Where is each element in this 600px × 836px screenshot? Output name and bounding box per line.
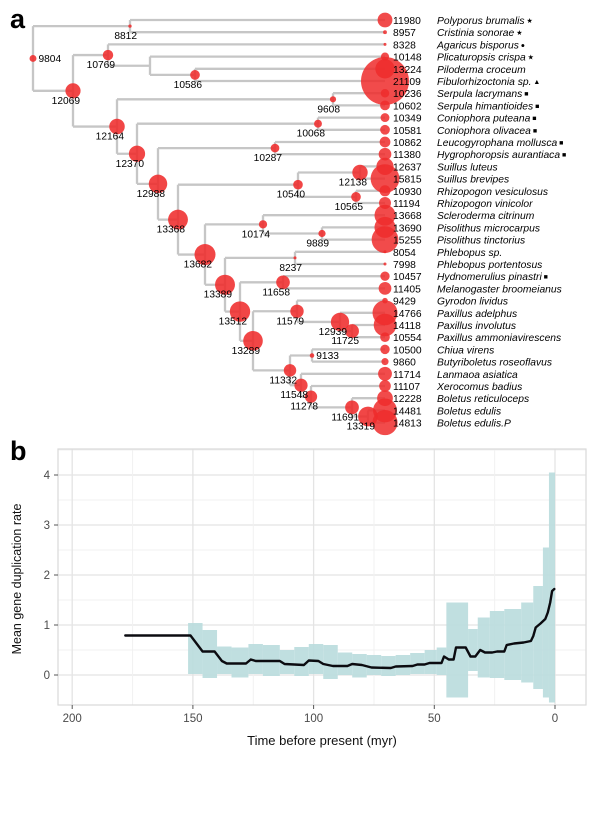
internal-node-label: 10586 xyxy=(173,79,202,91)
tip-gene-count: 15815 xyxy=(393,174,422,186)
internal-node-dot xyxy=(351,192,361,202)
ribbon-segment xyxy=(490,611,504,678)
tip-label xyxy=(393,284,562,295)
internal-node-label: 13682 xyxy=(183,259,212,271)
tip-label xyxy=(393,333,561,344)
tip-gene-count: 13668 xyxy=(393,211,422,223)
tip-label xyxy=(393,211,535,222)
tip-gene-count: 14118 xyxy=(393,321,421,332)
internal-node-label: 10287 xyxy=(253,153,282,165)
tip-gene-count: 14766 xyxy=(393,308,422,320)
tip-label xyxy=(393,297,508,308)
tip-gene-count: 8957 xyxy=(393,28,416,40)
tip-label xyxy=(393,248,502,259)
tip-label xyxy=(393,65,526,76)
tip-species-name: Lanmaoa asiatica xyxy=(437,369,518,381)
tip-label xyxy=(393,370,518,381)
tip-gene-count: 10862 xyxy=(393,138,422,149)
internal-node-dot xyxy=(103,50,113,60)
tip-label xyxy=(393,126,537,137)
y-tick-label: 0 xyxy=(43,670,50,682)
tip-gene-count-circle xyxy=(381,89,389,97)
internal-node-label: 11548 xyxy=(280,390,308,402)
tip-species-name: Melanogaster broomeianus xyxy=(437,284,562,296)
internal-node-label: 10769 xyxy=(86,60,115,72)
internal-node-label: 10540 xyxy=(276,189,305,201)
tip-species-name: Paxillus adelphus xyxy=(437,308,518,320)
tip-species-name: Leucogyrophana mollusca xyxy=(437,138,558,149)
tip-gene-count-circle xyxy=(379,380,391,392)
circle-marker-icon: ● xyxy=(518,42,526,50)
ribbon-segment xyxy=(533,586,543,689)
ribbon-segment xyxy=(217,647,231,675)
tree-branches xyxy=(33,20,385,423)
internal-node-label: 12988 xyxy=(136,188,165,200)
tip-gene-count: 10581 xyxy=(393,125,422,137)
internal-node-label: 13389 xyxy=(203,289,232,301)
tip-species-name: Hydnomerulius pinastri xyxy=(437,272,542,284)
tip-label xyxy=(393,16,533,27)
tip-gene-count-circle xyxy=(379,185,390,196)
tip-gene-count: 11380 xyxy=(393,150,421,162)
internal-node-label: 10174 xyxy=(241,229,270,241)
tip-label xyxy=(393,419,511,430)
internal-node-label: 9133 xyxy=(316,351,339,362)
tip-label xyxy=(393,236,525,247)
tip-gene-count: 10500 xyxy=(393,345,422,357)
tip-gene-count: 10148 xyxy=(393,52,422,64)
tip-species-name: Boletus reticuloceps xyxy=(437,394,530,406)
tip-gene-count-circle xyxy=(383,30,387,34)
tip-species-name: Pisolithus microcarpus xyxy=(437,223,541,235)
ribbon-segment xyxy=(309,644,323,674)
internal-node-dot xyxy=(128,24,131,27)
tip-gene-count: 13690 xyxy=(393,223,422,235)
tip-gene-count-circle xyxy=(380,125,390,135)
tip-label xyxy=(393,28,523,39)
tip-species-name: Scleroderma citrinum xyxy=(437,211,535,223)
internal-node-label: 11579 xyxy=(276,316,304,328)
tip-gene-count-circle xyxy=(380,100,390,110)
duplication-rate-chart-panel xyxy=(0,435,600,836)
tip-species-name: Boletus edulis xyxy=(437,406,502,418)
tip-label xyxy=(393,309,517,320)
internal-node-label: 11725 xyxy=(331,336,359,348)
tip-gene-count: 11714 xyxy=(393,369,421,381)
ribbon-segment xyxy=(323,645,337,679)
tip-species-name: Paxillus involutus xyxy=(437,321,516,332)
x-tick-label: 200 xyxy=(62,713,82,725)
tip-species-name: Pisolithus tinctorius xyxy=(437,235,526,247)
tip-label xyxy=(393,77,540,88)
tip-label xyxy=(393,394,529,405)
internal-node-label: 11658 xyxy=(262,287,290,299)
x-tick-label: 150 xyxy=(183,713,203,725)
tip-label xyxy=(393,101,539,112)
tip-gene-count: 14813 xyxy=(393,418,422,430)
tip-gene-count: 15255 xyxy=(393,235,422,247)
tip-label xyxy=(393,89,528,100)
square-marker-icon: ■ xyxy=(557,140,564,147)
tip-label xyxy=(393,138,563,149)
internal-node-label: 11691 xyxy=(331,412,359,424)
internal-node-label: 9804 xyxy=(38,53,62,65)
internal-node-dot xyxy=(294,256,297,259)
x-axis-title: Time before present (myr) xyxy=(247,733,397,748)
square-marker-icon: ■ xyxy=(541,274,548,282)
y-tick-label: 1 xyxy=(43,620,50,632)
star-marker-icon: ★ xyxy=(525,54,534,62)
internal-node-dot xyxy=(259,220,267,228)
tip-gene-count-circle xyxy=(378,367,392,381)
tip-gene-count: 10930 xyxy=(393,186,422,198)
square-marker-icon: ■ xyxy=(533,103,540,111)
tip-gene-count-circle xyxy=(384,43,387,46)
tip-species-name: Suillus luteus xyxy=(437,162,498,174)
ribbon-segment xyxy=(543,548,549,698)
tip-label xyxy=(393,199,533,210)
internal-node-label: 8237 xyxy=(279,262,302,274)
tip-species-name: Hygrophoropsis aurantiaca xyxy=(437,150,561,162)
ribbon-segment xyxy=(549,473,555,703)
tip-gene-count: 9429 xyxy=(393,296,416,308)
ribbon-segment xyxy=(468,629,478,671)
tip-species-name: Rhizopogon vinicolor xyxy=(437,199,533,210)
panel-a-letter: a xyxy=(10,4,26,34)
internal-node-label: 10068 xyxy=(296,128,325,140)
square-marker-icon: ■ xyxy=(560,152,567,160)
internal-node-label: 9608 xyxy=(317,104,340,116)
internal-node-dot xyxy=(314,120,322,128)
tip-species-name: Chiua virens xyxy=(437,345,495,357)
tip-species-name: Piloderma croceum xyxy=(437,64,526,76)
internal-node-label: 10565 xyxy=(334,201,363,213)
ribbon-segment xyxy=(367,655,381,675)
x-tick-label: 50 xyxy=(427,713,441,725)
tip-label xyxy=(393,406,501,417)
tip-gene-count: 10349 xyxy=(393,113,422,125)
ribbon-segment xyxy=(203,630,217,678)
tip-label xyxy=(393,187,548,198)
panel-b-letter: b xyxy=(10,436,27,466)
tip-label xyxy=(393,345,494,356)
tip-species-name: Suillus brevipes xyxy=(437,174,510,186)
tip-gene-count: 10602 xyxy=(393,101,422,113)
tip-gene-count: 7998 xyxy=(393,260,416,271)
tip-gene-count-circle xyxy=(384,263,387,266)
tip-species-name: Plicaturopsis crispa xyxy=(437,52,526,64)
tip-gene-count-circle xyxy=(381,113,390,122)
tip-gene-count: 11405 xyxy=(393,284,421,296)
tip-gene-count-circle xyxy=(381,358,388,365)
x-tick-label: 0 xyxy=(551,713,559,725)
tip-gene-count: 11107 xyxy=(393,382,421,393)
tip-gene-count: 8328 xyxy=(393,40,416,52)
tip-label xyxy=(393,53,534,64)
internal-node-label: 9889 xyxy=(306,238,329,250)
internal-node-dot xyxy=(30,55,37,62)
y-tick-label: 2 xyxy=(43,570,50,582)
tip-gene-count: 10457 xyxy=(393,272,422,284)
tip-gene-count: 12228 xyxy=(393,394,422,406)
internal-node-label: 11278 xyxy=(290,401,318,413)
tip-label xyxy=(393,150,566,161)
internal-node-label: 8812 xyxy=(114,31,137,43)
internal-node-label: 13368 xyxy=(156,224,185,236)
tip-gene-count: 12637 xyxy=(393,162,422,174)
tip-species-name: Boletus edulis.P xyxy=(437,418,511,430)
tip-species-name: Coniophora puteana xyxy=(437,113,531,125)
tip-label xyxy=(393,272,548,283)
tip-label xyxy=(393,358,552,369)
internal-node-dot xyxy=(318,230,325,237)
tip-gene-count-circle xyxy=(378,13,393,28)
star-marker-icon: ★ xyxy=(524,18,533,25)
square-marker-icon: ■ xyxy=(522,91,529,99)
tip-species-name: Polyporus brumalis xyxy=(437,16,525,27)
tip-gene-count: 13224 xyxy=(393,64,422,76)
tip-label xyxy=(393,321,516,332)
internal-node-label: 13512 xyxy=(218,316,247,328)
tip-gene-count: 14481 xyxy=(393,406,422,418)
tip-label xyxy=(393,114,537,125)
tip-gene-count-circle xyxy=(380,332,390,342)
tip-label xyxy=(393,382,522,393)
tip-label xyxy=(393,40,525,51)
triangle-marker-icon: ▲ xyxy=(531,79,541,86)
tip-label xyxy=(393,260,542,271)
internal-node-label: 13289 xyxy=(231,345,260,357)
internal-node-label: 12939 xyxy=(318,326,347,338)
internal-node-label: 12069 xyxy=(51,95,80,107)
tip-species-name: Serpula himantioides xyxy=(437,101,534,113)
tip-species-name: Rhizopogon vesiculosus xyxy=(437,186,549,198)
tip-gene-count-circle xyxy=(379,282,392,295)
tip-species-name: Phlebopus portentosus xyxy=(437,260,543,271)
tip-gene-count: 11194 xyxy=(393,199,421,210)
tip-species-name: Gyrodon lividus xyxy=(437,296,508,308)
tip-label xyxy=(393,162,498,173)
x-tick-label: 100 xyxy=(304,713,324,725)
tip-gene-count-circle xyxy=(380,272,389,281)
tip-gene-count: 8054 xyxy=(393,247,416,259)
tip-species-name: Agaricus bisporus xyxy=(437,40,519,52)
tip-gene-count: 10554 xyxy=(393,333,422,345)
tip-gene-count: 11980 xyxy=(393,16,421,27)
internal-node-label: 11332 xyxy=(269,375,297,387)
tip-label xyxy=(393,223,540,234)
internal-node-dot xyxy=(330,96,336,102)
internal-node-label: 12164 xyxy=(95,131,124,143)
tip-gene-count-circle xyxy=(380,137,391,148)
tip-species-name: Phlebopus sp. xyxy=(437,247,503,259)
internal-node-label: 13319 xyxy=(346,421,375,433)
y-tick-label: 4 xyxy=(43,470,50,482)
square-marker-icon: ■ xyxy=(530,127,538,135)
tip-species-name: Coniophora olivacea xyxy=(437,125,531,137)
internal-node-label: 12138 xyxy=(338,177,367,189)
tip-species-name: Fibulorhizoctonia sp. xyxy=(437,77,532,88)
tip-species-name: Paxillus ammoniavirescens xyxy=(437,333,562,345)
tip-species-name: Xerocomus badius xyxy=(437,382,523,393)
internal-node-dot xyxy=(310,353,314,357)
y-axis-title: Mean gene duplication rate xyxy=(10,503,24,655)
y-tick-label: 3 xyxy=(43,520,50,532)
internal-node-dot xyxy=(271,144,280,153)
tip-species-name: Serpula lacrymans xyxy=(437,89,523,101)
tip-gene-count-circle xyxy=(384,250,387,253)
star-marker-icon: ★ xyxy=(514,30,523,38)
tip-gene-count: 21109 xyxy=(393,77,421,88)
tip-gene-count: 9860 xyxy=(393,357,416,369)
internal-node-dot xyxy=(190,70,200,80)
tip-gene-count: 10236 xyxy=(393,89,422,101)
tip-gene-count-circle xyxy=(380,345,389,354)
tip-species-name: Butyriboletus roseoflavus xyxy=(437,357,553,369)
internal-node-dot xyxy=(293,180,303,190)
tip-label xyxy=(393,175,509,186)
square-marker-icon: ■ xyxy=(530,115,537,123)
tree-labels xyxy=(38,16,566,433)
tip-species-name: Cristinia sonorae xyxy=(437,28,515,40)
ribbon-segment xyxy=(478,618,490,678)
internal-node-label: 12370 xyxy=(115,158,144,170)
ribbon-segment xyxy=(446,603,468,698)
